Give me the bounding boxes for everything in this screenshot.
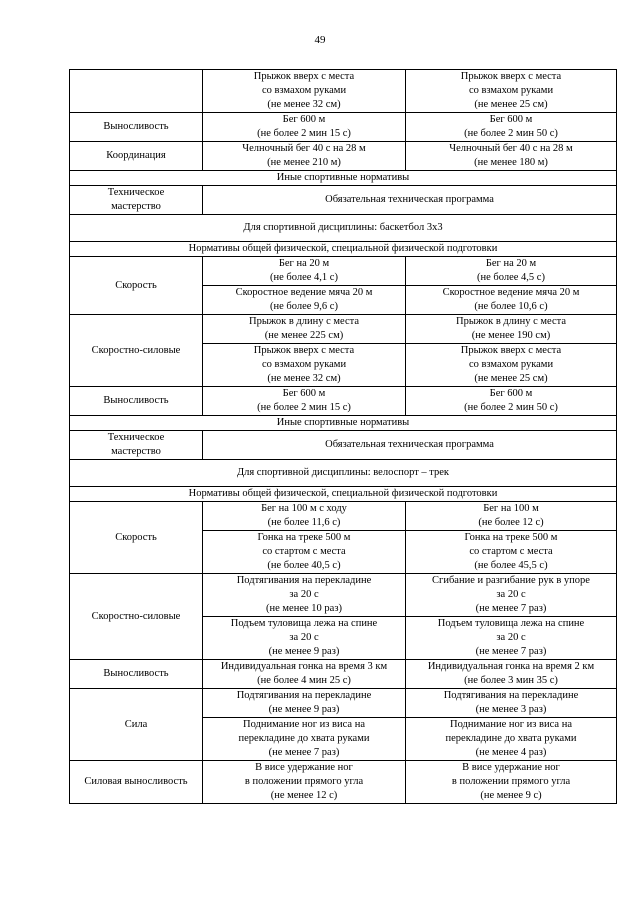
table-row [70, 689, 617, 718]
female-norm-cell [406, 387, 617, 416]
cell-line: Подъем туловища лежа на спине [437, 618, 585, 629]
table-row [70, 70, 617, 113]
section-header-cell: Нормативы общей физической, специальной физической подготовки [70, 242, 617, 257]
cell-line: Бег на 20 м [278, 258, 330, 269]
cell-line: за 20 с [496, 589, 526, 600]
cell-line: Прыжок вверх с места [253, 345, 355, 356]
sport-norms-table [69, 69, 617, 804]
cell-line: Сгибание и разгибание рук в упоре [432, 575, 590, 586]
section-header-cell: Иные спортивные нормативы [70, 171, 617, 186]
cell-line: мастерство [111, 201, 161, 212]
cell-line: (не более 2 мин 15 с) [257, 402, 351, 413]
table-row [70, 142, 617, 171]
quality-cell: Скорость [70, 502, 203, 574]
cell-line: со стартом с места [262, 546, 346, 557]
cell-line: (не более 4,1 с) [270, 272, 338, 283]
cell-line: (не более 2 мин 15 с) [257, 128, 351, 139]
male-norm-cell [203, 257, 406, 286]
cell-line: Прыжок вверх с места [460, 71, 562, 82]
table-row [70, 502, 617, 531]
cell-line: за 20 с [496, 632, 526, 643]
cell-line: со взмахом руками [468, 85, 554, 96]
cell-line: со взмахом руками [261, 359, 347, 370]
female-norm-cell [406, 718, 617, 761]
cell-line: Подтягивания на перекладине [236, 575, 372, 586]
cell-line: (не менее 180 м) [474, 157, 548, 168]
cell-line: Подтягивания на перекладине [443, 690, 579, 701]
male-norm-cell [203, 387, 406, 416]
cell-line: (не менее 7 раз) [475, 646, 547, 657]
cell-line: (не менее 7 раз) [475, 603, 547, 614]
male-norm-cell [203, 70, 406, 113]
cell-line: Бег на 100 м [483, 503, 539, 514]
cell-line: Скоростное ведение мяча 20 м [442, 287, 580, 298]
cell-line: (не менее 9 с) [480, 790, 542, 801]
table-row [70, 460, 617, 487]
cell-line: Бег на 20 м [485, 258, 537, 269]
female-norm-cell [406, 660, 617, 689]
cell-line: (не менее 12 с) [270, 790, 338, 801]
cell-line: (не менее 210 м) [267, 157, 341, 168]
male-norm-cell [203, 344, 406, 387]
cell-line: Прыжок в длину с места [248, 316, 360, 327]
cell-line: Скоростное ведение мяча 20 м [235, 287, 373, 298]
female-norm-cell [406, 617, 617, 660]
cell-line: Бег на 100 м с ходу [261, 503, 347, 514]
quality-cell: Выносливость [70, 660, 203, 689]
cell-line: (не менее 32 см) [267, 99, 341, 110]
discipline-header-cell: Для спортивной дисциплины: баскетбол 3х3 [70, 215, 617, 242]
female-norm-cell [406, 344, 617, 387]
cell-line: (не более 4,5 с) [477, 272, 545, 283]
quality-cell: Сила [70, 689, 203, 761]
cell-line: (не менее 9 раз) [268, 646, 340, 657]
female-norm-cell [406, 113, 617, 142]
table-row [70, 171, 617, 186]
cell-line: Подъем туловища лежа на спине [230, 618, 378, 629]
cell-line: со взмахом руками [261, 85, 347, 96]
cell-line: мастерство [111, 446, 161, 457]
cell-line: (не более 10,6 с) [474, 301, 548, 312]
cell-line: (не менее 190 см) [471, 330, 551, 341]
female-norm-cell [406, 689, 617, 718]
female-norm-cell [406, 286, 617, 315]
male-norm-cell [203, 502, 406, 531]
male-norm-cell [203, 113, 406, 142]
cell-line: (не менее 4 раз) [475, 747, 547, 758]
table-row [70, 242, 617, 257]
male-norm-cell [203, 660, 406, 689]
male-norm-cell [203, 315, 406, 344]
table-row [70, 215, 617, 242]
table-row [70, 113, 617, 142]
cell-line: (не более 11,6 с) [267, 517, 341, 528]
cell-line: (не менее 10 раз) [266, 603, 342, 614]
cell-line: в положении прямого угла [451, 776, 571, 787]
male-norm-cell [203, 574, 406, 617]
cell-line: перекладине до хвата руками [238, 733, 370, 744]
male-norm-cell [203, 617, 406, 660]
cell-line: перекладине до хвата руками [445, 733, 577, 744]
quality-cell: Координация [70, 142, 203, 171]
table-row [70, 387, 617, 416]
quality-cell: Скоростно-силовые [70, 315, 203, 387]
male-norm-cell [203, 142, 406, 171]
cell-line: за 20 с [289, 589, 319, 600]
quality-cell [70, 70, 203, 113]
quality-cell: Выносливость [70, 387, 203, 416]
cell-line: (не менее 32 см) [267, 373, 341, 384]
cell-line: Прыжок в длину с места [455, 316, 567, 327]
cell-line: (не более 4 мин 25 с) [257, 675, 351, 686]
cell-line: Индивидуальная гонка на время 2 км [427, 661, 595, 672]
table-row [70, 761, 617, 804]
technical-program-cell: Обязательная техническая программа [203, 431, 617, 460]
table-row [70, 574, 617, 617]
cell-line: Подтягивания на перекладине [236, 690, 372, 701]
male-norm-cell [203, 689, 406, 718]
female-norm-cell [406, 761, 617, 804]
cell-line: Бег 600 м [282, 114, 326, 125]
cell-line: В висе удержание ног [255, 762, 353, 773]
cell-line: В висе удержание ног [462, 762, 560, 773]
cell-line: (не более 2 мин 50 с) [464, 402, 558, 413]
discipline-header-cell: Для спортивной дисциплины: велоспорт – трек [70, 460, 617, 487]
table-row [70, 431, 617, 460]
cell-line: в положении прямого угла [244, 776, 364, 787]
cell-line: Челночный бег 40 с на 28 м [242, 143, 366, 154]
male-norm-cell [203, 718, 406, 761]
cell-line: (не менее 9 раз) [268, 704, 340, 715]
female-norm-cell [406, 315, 617, 344]
cell-line: Поднимание ног из виса на [243, 719, 365, 730]
female-norm-cell [406, 502, 617, 531]
cell-line: со взмахом руками [468, 359, 554, 370]
table-row [70, 487, 617, 502]
cell-line: Техническое [107, 187, 165, 198]
table-row [70, 186, 617, 215]
cell-line: Поднимание ног из виса на [450, 719, 572, 730]
cell-line: (не более 45,5 с) [474, 560, 548, 571]
male-norm-cell [203, 286, 406, 315]
cell-line: (не более 40,5 с) [267, 560, 341, 571]
cell-line: (не более 12 с) [478, 517, 544, 528]
male-norm-cell [203, 761, 406, 804]
cell-line: Индивидуальная гонка на время 3 км [220, 661, 388, 672]
cell-line: со стартом с места [469, 546, 553, 557]
cell-line: (не менее 225 см) [264, 330, 344, 341]
cell-line: за 20 с [289, 632, 319, 643]
cell-line: Бег 600 м [489, 388, 533, 399]
quality-cell: Скоростно-силовые [70, 574, 203, 660]
cell-line: (не более 3 мин 35 с) [464, 675, 558, 686]
male-norm-cell [203, 531, 406, 574]
female-norm-cell [406, 142, 617, 171]
quality-cell: Силовая выносливость [70, 761, 203, 804]
cell-line: Бег 600 м [282, 388, 326, 399]
cell-line: Прыжок вверх с места [460, 345, 562, 356]
page-number: 49 [314, 34, 326, 46]
cell-line: (не менее 3 раз) [475, 704, 547, 715]
table-row [70, 257, 617, 286]
cell-line: (не менее 25 см) [474, 373, 548, 384]
cell-line: (не более 2 мин 50 с) [464, 128, 558, 139]
cell-line: Челночный бег 40 с на 28 м [449, 143, 573, 154]
cell-line: (не менее 7 раз) [268, 747, 340, 758]
female-norm-cell [406, 70, 617, 113]
quality-cell [70, 186, 203, 215]
cell-line: Гонка на треке 500 м [257, 532, 351, 543]
cell-line: Бег 600 м [489, 114, 533, 125]
cell-line: Гонка на треке 500 м [464, 532, 558, 543]
quality-cell: Выносливость [70, 113, 203, 142]
table-row [70, 416, 617, 431]
section-header-cell: Нормативы общей физической, специальной физической подготовки [70, 487, 617, 502]
quality-cell: Скорость [70, 257, 203, 315]
table-body [70, 70, 617, 804]
section-header-cell: Иные спортивные нормативы [70, 416, 617, 431]
table-row [70, 660, 617, 689]
table-row [70, 315, 617, 344]
technical-program-cell: Обязательная техническая программа [203, 186, 617, 215]
cell-line: Прыжок вверх с места [253, 71, 355, 82]
cell-line: (не менее 25 см) [474, 99, 548, 110]
cell-line: Техническое [107, 432, 165, 443]
quality-cell [70, 431, 203, 460]
female-norm-cell [406, 257, 617, 286]
female-norm-cell [406, 531, 617, 574]
female-norm-cell [406, 574, 617, 617]
cell-line: (не более 9,6 с) [270, 301, 338, 312]
